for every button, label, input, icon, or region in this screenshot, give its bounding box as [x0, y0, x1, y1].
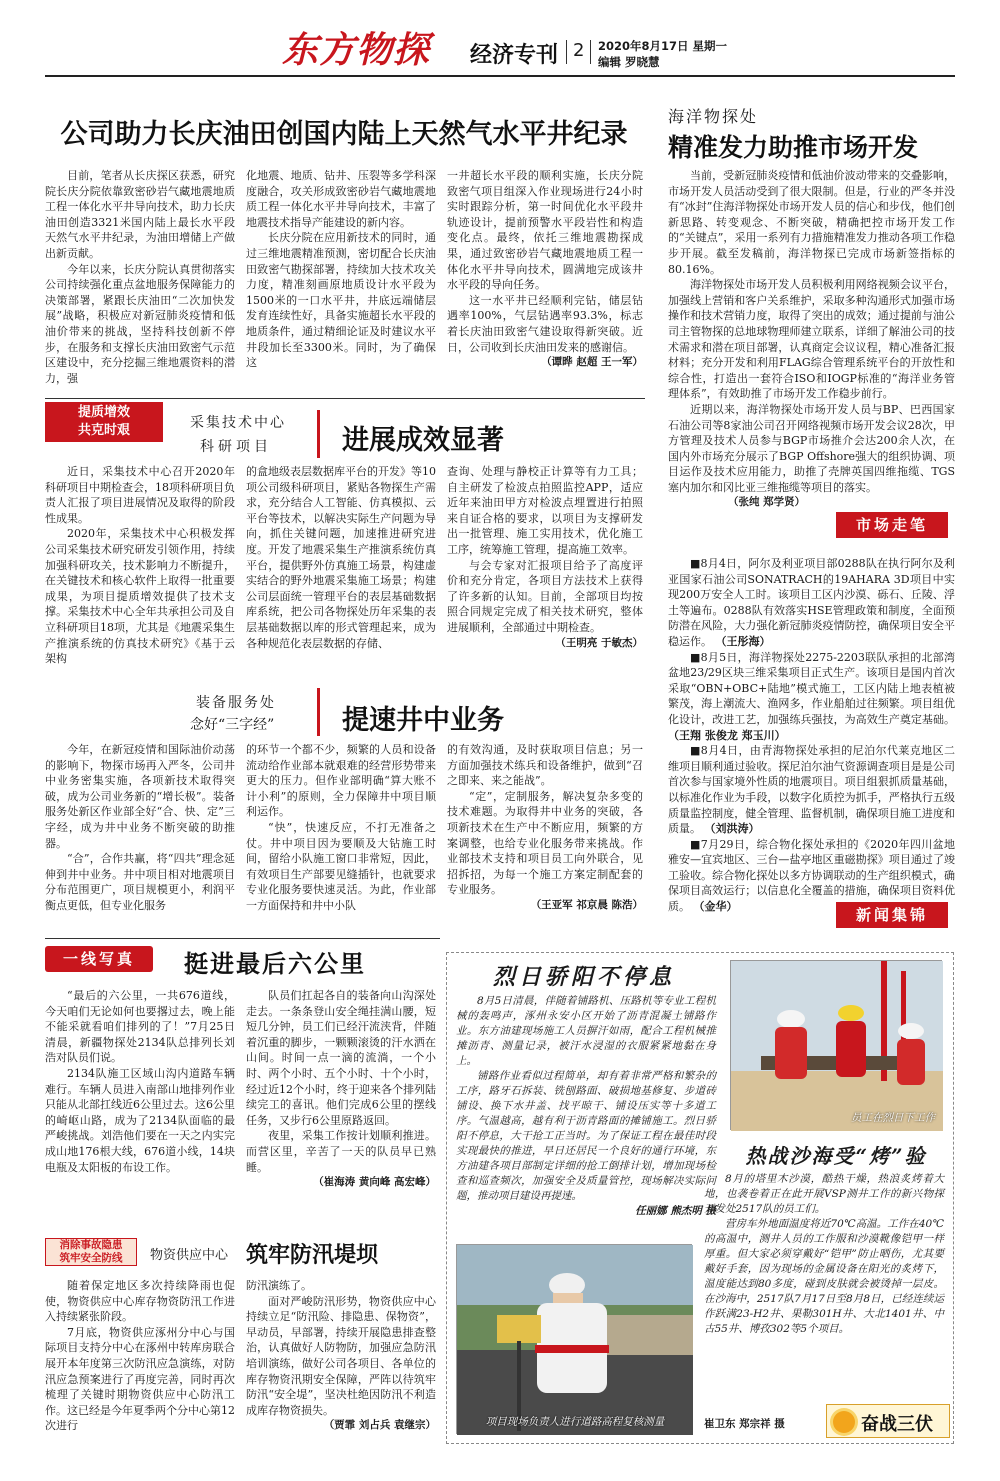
byline: （谭晔 赵超 王一军）: [541, 356, 643, 369]
masthead-rule: [45, 75, 955, 77]
article-headline: 挺进最后六公里: [184, 950, 366, 978]
safety-badge: [45, 1238, 137, 1266]
news-brief: ■8月5日，海洋物探处2275-2203联队承担的北部湾盆地23/29区块三维采集项目正式生产。该项目是国内首次采取“OBN+OBC+陆地”模式施工，工区内陆上地表植被繁茂，海上潮流大、渔网多，作业船舶过往频繁。项目组优化设计，改进工艺，加强练兵强技，为高效生产奠定基础。 （王翔 张俊龙 郑玉川）: [668, 650, 955, 742]
paragraph: 8月的塔里木沙漠，酷热干燥，热浪炙烤着大地，也袭卷着正在此开展VSP测井工作的新兴物探开发处2517队的员工们。: [704, 1173, 944, 1215]
article-column: [704, 1172, 944, 1404]
news-brief: ■8月4日，由青海物探处承担的尼泊尔代莱克地区二维项目顺利通过验收。探尼泊尔油气资源调查项目是是公司首次参与国家境外性质的地震项目。项目组狠抓质量基础，以标准化作业为手段，以数字化质控为抓手，严格执行五级质量监控制度，健全管理、监督机制，确保项目施工进度和质量。 （刘洪涛）: [668, 744, 955, 836]
article-column: [246, 1278, 436, 1442]
article-headline: 烈日骄阳不停息: [492, 964, 675, 990]
paragraph: 今年，在新冠疫情和国际油价动荡的影响下，物探市场再入严冬，公司井中业务密集实施，各项新技术取得突破，成为公司业务新的“增长极”。装备服务处新区作业部全好“合、快、定”三字经，成为井中业务不断突破的助推器。: [45, 743, 235, 850]
news-brief-list: [668, 556, 955, 914]
paragraph: 当前，受新冠肺炎疫情和低油价波动带来的交叠影响，市场开发人员活动受到了很大限制。但是，行业的严冬并没有“冰封”住海洋物探处市场开发人员的信心和步伐，他们创新思路、转变观念、不断突破，精确把控市场开发工作的“关键点”，采用一系列有力措施精准发力推动各项工作稳步开展。截至发稿前，海洋物探已完成市场新签指标的80.16%。: [668, 169, 955, 276]
article-column: [447, 742, 643, 932]
byline: （金华）: [693, 900, 738, 914]
campaign-badge: [45, 402, 163, 442]
paragraph: 夜里，采集工作按计划顺利推进。而营区里，辛苦了一天的队员早已熟睡。: [246, 1129, 436, 1174]
article-kicker: 念好“三字经”: [190, 717, 275, 733]
news-brief: ■7月29日，综合物化探处承担的《2020年四川盆地雅安—宜宾地区、三台—盐亭地区重磁勘探》项目通过了竣工验收。综合物化探处以多方协调联动的生产组织模式，确保项目高效运行；以信息化全覆盖的措施，确保项目资料优质。 （金华）: [668, 837, 955, 914]
paragraph: 营房车外地面温度将近70℃高温。工作在40℃的高温中，测井人员的工作服和沙漠靴像铠甲一样厚重。但大家必须穿戴好“铠甲”防止晒伤，尤其要戴好手套，因为现场的金属设备在阳光的炙烤下，温度能达到80多度，碰到皮肤就会被烫掉一层皮。在沙海中，2517队7月17日至8月8日，已经连续运作跃满23-H2井、果勒301H井、大北1401井、中古55井、博孜302等5个项目。: [704, 1218, 944, 1335]
paragraph: 近日，采集技术中心召开2020年科研项目中期检查会，18项科研项目负责人汇报了项目进展情况及取得的阶段性成果。: [45, 465, 235, 525]
byline: （王亚军 祁京晨 陈浩）: [530, 898, 643, 911]
article-column: [45, 988, 235, 1218]
photo-caption: 员工在烈日下工作: [851, 1112, 935, 1124]
paragraph: 随着保定地区多次持续降雨也促使，物资供应中心库存物资防汛工作进入持续紧张阶段。: [45, 1279, 235, 1324]
article-column: [668, 168, 955, 540]
paragraph: 目前，笔者从长庆探区获悉，研究院长庆分院依靠致密砂岩气藏地震地质工程一体化水平井导向技术，助力长庆油田创造3321米国内陆上最长水平段天然气水平井纪录，为油田增储上产做出新贡献。: [45, 169, 235, 260]
photo-credit: 崔卫东 郑宗祥 摄: [704, 1418, 785, 1430]
article-headline: 公司助力长庆油田创国内陆上天然气水平井纪录: [60, 119, 628, 150]
paragraph: 8月5日清晨，伴随着铺路机、压路机等专业工程机械的轰鸣声，涿州永安小区开始了沥青混凝土铺路作业。东方油建现场施工人员摒汗如雨，配合工程机械推摊沥青、测量记录，被汗水浸湿的衣服紧紧地黏在身上。: [456, 995, 716, 1067]
column-tag-news: 新闻集锦: [836, 902, 948, 928]
issue-date: 2020年8月17日 星期一: [598, 39, 728, 53]
paragraph: 2020年，采集技术中心积极发挥公司采集技术研究研发引领作用，持续加强科研攻关，技术影响力不断提升，在关键技术和核心软件上取得一批重要成果，为项目提质增效提供了技术支撑。采集技术中心全年共承担公司及自立科研项目18项，尤其是《地震采集生产推演系统的仿真技术研究》《基于云架构: [45, 527, 235, 666]
paragraph: “合”，合作共赢，将“四共”理念延伸到井中业务。井中项目相对地震项目分布范围更广，项目规模更小，利润平衡点更低，但专业化服务: [45, 852, 235, 912]
article-column: [45, 742, 235, 932]
article-column: [456, 994, 716, 1238]
article-column: [447, 464, 643, 674]
article-column: [45, 168, 235, 388]
paragraph: 的环节一个都不少，频繁的人员和设备流动给作业部本就艰难的经营形势带来更大的压力。但作业部明确“算大账不计小利”的原则，全力保障井中项目顺利运作。: [246, 743, 436, 819]
article-kicker: 海洋物探处: [668, 107, 759, 126]
paragraph: 海洋物探处市场开发人员积极利用网络视频会议平台，加强线上营销和客户关系维护，采取多种沟通形式加强市场操作和技术营销力度，取得了突出的成效；通过提前与油公司主管物探的总地球物理师建立联系，详细了解油公司的技术需求和潜在项目部署，认真商定会议议程，精心准备汇报材料；充分开发和利用FLAG综合管理系统平台的开放性和综合性，打造出一套符合ISO和IOGP标准的“海洋业务管理体系”，有效助推了市场开发工作稳步前行。: [668, 278, 955, 401]
section-rule: [45, 398, 645, 399]
article-kicker: 物资供应中心: [150, 1248, 229, 1263]
section-divider-2: [590, 40, 591, 64]
article-column: [45, 464, 235, 674]
paragraph: 这一水平井已经顺利完钻，储层钻遇率100%，气层钻遇率93.3%，标志着长庆油田致密气建设取得新突破。近日，公司收到长庆油田发来的感谢信。: [447, 293, 643, 354]
page-number: 2: [573, 40, 585, 61]
paragraph: 铺路作业看似过程简单，却有着非常严格和繁杂的工序，路牙石拆装、铣刨路面、破损地基修复、步道砖铺设、换下水井盖、找平晾干、铺设压实等十多道工序。气温越高，越有利于沥青路面的摊铺施工。烈日骄阳不停息，大干抢工正当时。为了保证工程在最佳时段实现最快的推进，早日还居民一个良好的通行环境，东方油建各项目部制定详细的抢工倒排计划，增加现场检查和巡查频次，加强安全及质量管控，现场解决实际问题，推动项目建设再提速。: [456, 1070, 716, 1202]
campaign-badge-line: 提质增效: [77, 405, 130, 420]
byline: （刘洪涛）: [704, 822, 760, 836]
campaign-badge-line: 共克时艰: [77, 423, 130, 438]
paragraph: “最后的六公里，一共676道线，今天咱们无论如何也要撂过去，晚上能不能采就看咱们排列的了！”7月25日清晨，新疆物探处2134队总排列长刘浩对队员们说。: [45, 989, 235, 1065]
photo-credit: 任丽娜 熊杰明 摄: [635, 1205, 716, 1217]
three-fu-badge-label: 奋战三伏: [861, 1414, 933, 1435]
masthead: [0, 0, 1000, 80]
paragraph: 的盒地级表层数据库平台的开发》等10项公司级科研项目，紧贴各物探生产需求，充分结合人工智能、仿真模拟、云平台等技术，以解决实际生产问题为导向，抓住关键问题，加速推进研究进度。开发了地震采集生产推演系统仿真平台，提供野外仿真施工场景，构建虚实结合的野外地震采集施工场景；构建公司层面统一管理平台的表层基础数据库系统，把公司各物探处历年采集的表层基础数据以库的形式管理起来，成为各种规范化表层数据的存储、: [246, 465, 436, 650]
article-column: [447, 168, 643, 388]
article-kicker: 装备服务处: [196, 695, 276, 711]
masthead-logo: 东方物探: [282, 29, 431, 71]
article-column: [45, 1278, 235, 1442]
paragraph: 一井超长水平段的顺利实施，长庆分院致密气项目组深入作业现场进行24小时实时跟踪分析，第一时间优化水平段井轨迹设计，提前预警水平段岩性和构造变化点。最终，依托三维地震勘探成果，通过致密砂岩气藏地震地质工程一体化水平井导向技术，圆满地完成该井水平段的导向任务。: [447, 169, 643, 292]
photo-caption: 项目现场负责人进行道路高程复核测量: [485, 1416, 665, 1428]
article-column: [246, 168, 436, 388]
article-column: [246, 988, 436, 1218]
photo-desert-work: [730, 960, 942, 1130]
article-headline: 进展成效显著: [342, 425, 504, 456]
paragraph: 防汛演练了。: [246, 1279, 312, 1292]
safety-badge-line: 筑牢安全防线: [59, 1252, 123, 1264]
byline: （崔海涛 黄向峰 高宏峰）: [313, 1176, 436, 1189]
paragraph: 队员们扛起各自的装备向山沟深处走去。一条条登山安全绳挂满山腰，短短几分钟，员工们已经汗流浃背，伴随着沉重的脚步，一颗颗滚烫的汗水洒在山间。时间一点一滴的流淌，一个小时、两个小时、五个小时、十个小时，经过近12个小时，终于迎来各个排列陆续完工的喜讯。他们完成6公里的摆线任务，又步行6公里原路返回。: [246, 989, 436, 1127]
page-editor: 编辑 罗晓慧: [598, 55, 660, 69]
byline: （王明亮 于敏杰）: [555, 636, 643, 649]
paragraph: 长庆分院在应用新技术的同时，通过三维地震精准预测，密切配合长庆油田致密气勘探部署，持续加大技术攻关力度，精准刻画原地质设计水平段为1500米的一口水平井，井底远端储层发育连续性好，具备实施超长水平段的地质条件，通过精细论证及时建议水平井段加长至3300米。同时，为了确保这: [246, 231, 436, 370]
sun-icon: [833, 1411, 855, 1433]
kicker-divider: [317, 410, 320, 458]
paragraph: “定”，定制服务，解决复杂多变的技术难题。为取得井中业务的突破，各项新技术在生产中不断应用，频繁的方案调整，也给专业化服务带来挑战。作业部技术支持和项目员工向外联合，见招拆招，为每一个施工方案定制配套的专业服务。: [447, 789, 643, 897]
paragraph: 查询、处理与静校正计算等有力工具；自主研发了检波点拍照监控APP，适应近年来油田甲方对检波点埋置进行拍照来自证合格的要求，以项目为支撑研发出一批管理、施工实用技术，优化施工工序，统筹施工管理，提高施工效率。: [447, 465, 643, 556]
column-tag-frontline: 一线写真: [45, 946, 153, 972]
section-name: 经济专刊: [470, 43, 559, 68]
article-headline: 精准发力助推市场开发: [668, 133, 919, 162]
article-kicker: 采集技术中心: [190, 415, 286, 431]
article-headline: 筑牢防汛堤坝: [246, 1243, 379, 1268]
article-column: [246, 742, 436, 932]
paragraph: 化地震、地质、钻井、压裂等多学科深度融合，攻关形成致密砂岩气藏地震地质工程一体化水平井导向技术，丰富了地震技术指导产能建设的新内容。: [246, 169, 436, 229]
paragraph: 近期以来，海洋物探处市场开发人员与BP、巴西国家石油公司等8家油公司召开网络视频市场开发会议28次，甲方管理及技术人员参与BGP市场推介会达200余人次，在国内外市场充分展示了BGP Offshore强大的组织协调、项目运作及技术应用能力，助推了壳牌英国四维拖缆、TGS塞内加尔和冈比亚三维拖缆等项目的落实。: [668, 402, 955, 494]
byline: （王彤海）: [715, 634, 771, 648]
photo-road-survey: [456, 1244, 692, 1434]
byline: （张纯 郑学贤）: [728, 496, 806, 509]
article-column: [246, 464, 436, 674]
article-headline: 热战沙海受“烤”验: [745, 1144, 927, 1168]
paragraph: 面对严峻防汛形势，物资供应中心持续立足“防汛险、排隐患、保物资”，早动员，早部署，持续开展隐患排查整治，认真做好人防物防，加强应急防汛培训演练，做好公司各项目、各单位的库存物资汛期安全保障，严阵以待筑牢防汛“安全堤”，坚决杜绝因防汛不利造成库存物资损失。: [246, 1294, 436, 1417]
article-kicker: 科研项目: [200, 439, 272, 455]
paragraph: “快”，快速反应，不打无准备之仗。井中项目因为要顺及大钻施工时间，留给小队施工窗口非常短，因此，有效项目生产部要见缝插针，也就要求专业化服务要快速灵活。为此，作业部一方面保持和井中小队: [246, 820, 436, 912]
paragraph: 与会专家对汇报项目给予了高度评价和充分肯定，各项目方法技术上获得了许多新的认知。目前，全部项目均按照合同规定完成了相关技术研究，整体进展顺利，全部通过中期检查。: [447, 558, 643, 634]
paragraph: 2134队施工区域山沟内道路车辆难行。车辆人员进入南部山地排列作业只能从北部扛线近6公里过去。这6公里的崎岖山路，成为了2134队面临的最严峻挑战。刘浩他们要在一天之内实完成山地176根大线，676道小线，14块电瓶及太阳板的布设工作。: [45, 1066, 235, 1174]
kicker-divider: [317, 688, 320, 736]
section-rule: [45, 938, 440, 939]
three-fu-badge: [826, 1404, 950, 1438]
photo-road-survey-image: [457, 1245, 693, 1435]
photo-desert-work-image: [731, 961, 943, 1131]
article-headline: 提速井中业务: [342, 705, 504, 736]
paragraph: 今年以来，长庆分院认真贯彻落实公司持续强化重点盆地服务保障能力的决策部署，紧跟长庆油田“二次加快发展”战略，积极应对新冠肺炎疫情和低油价带来的挑战，坚持科技创新不停步，在服务和支撑长庆油田致密气示范区建设中，充分挖掘三维地震资料的潜力，强: [45, 262, 235, 385]
section-divider: [566, 40, 567, 64]
column-tag-market: 市场走笔: [836, 512, 948, 538]
byline: （王翔 张俊龙 郑玉川）: [668, 728, 786, 742]
safety-badge-line: 消除事故隐患: [59, 1239, 123, 1251]
paragraph: 7月底，物资供应涿州分中心与国际项目支持分中心在涿州中转库房联合展开本年度第三次防汛应急演练，对防汛应急预案进行了再度完善，同时再次梳理了关键时期物资供应中心防汛工作。这已经是今年夏季两个分中心第12次进行: [45, 1325, 235, 1433]
byline: （贾霏 刘占兵 袁继宗）: [323, 1419, 436, 1432]
paragraph: 的有效沟通，及时获取项目信息；另一方面加强技术练兵和设备维护，做到“召之即来、来之能战”。: [447, 743, 643, 788]
news-brief: ■8月4日，阿尔及利亚项目部0288队在执行阿尔及利亚国家石油公司SONATRACH的19AHARA 3D项目中实现200万安全人工时。该项目工区内沙漠、砾石、丘陵、浮土等遍布。0288队有效落实HSE管理政策和制度，全面预防潜在风险，大力强化新冠肺炎疫情防控，确保项目安全平稳运作。 （王彤海）: [668, 557, 955, 648]
